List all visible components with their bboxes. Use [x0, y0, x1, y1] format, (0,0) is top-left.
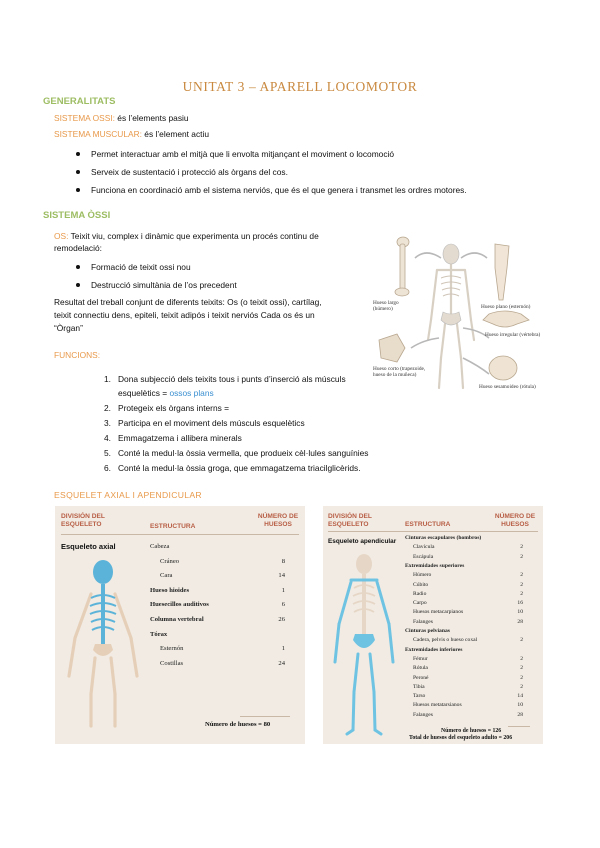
ossos-plans-link[interactable]: ossos plans	[169, 388, 214, 398]
axial-skeleton-table	[55, 506, 305, 744]
list-item: Serveix de sustentació i protecció als òrgans del cos.	[76, 167, 288, 177]
os-label: OS:	[54, 231, 69, 241]
label-hueso-largo: Hueso largo (húmero)	[373, 300, 399, 312]
table-row-value: 2	[520, 590, 523, 597]
table-row-label: Rótula	[413, 665, 428, 672]
bone-types-figure	[371, 228, 541, 399]
header-divider	[61, 534, 299, 535]
table-row-value: 1	[281, 645, 285, 653]
table-row-label: Falanges	[413, 618, 433, 625]
sistema-ossi-text: és l’elements pasiu	[114, 113, 189, 123]
table-row-value: 16	[517, 600, 523, 607]
table-row-label: Cadera, pelvis o hueso coxal	[413, 637, 478, 644]
table-row-label: Columna vertebral	[150, 616, 204, 623]
list-item: Permet interactuar amb el mitjà que li envolta mitjançant el moviment o locomoció	[76, 149, 394, 159]
appendicular-total: Número de huesos = 126	[441, 728, 502, 734]
table-row-value: 2	[520, 572, 523, 579]
table-row-label: Extremidades superiores	[405, 562, 465, 569]
list-item: esquelètics = ossos plans	[118, 388, 214, 398]
header-numero: NÚMERO DE HUESOS	[494, 513, 536, 528]
sistema-ossi-line	[54, 113, 189, 124]
table-row-value: 1	[281, 586, 285, 594]
total-divider	[508, 726, 530, 727]
list-item: 4. Emmagatzema i allibera minerals	[104, 433, 242, 443]
table-row-value: 8	[281, 557, 285, 565]
header-division: DIVISIÓN DEL ESQUELETO	[328, 513, 372, 528]
list-item: 2. Protegeix els òrgans interns =	[104, 403, 230, 413]
header-divider	[328, 531, 538, 532]
table-row-value: 6	[281, 601, 285, 609]
table-row-value: 2	[520, 581, 523, 588]
label-hueso-corto: Hueso corto (trapezoide, hueso de la muñeca)	[373, 366, 426, 378]
table-row-label: Fémur	[413, 655, 428, 662]
table-row-label: Extremidades inferiores	[405, 646, 463, 653]
table-row-value: 14	[517, 693, 523, 700]
table-row-label: Cúbito	[413, 581, 429, 588]
axial-total: Número de huesos = 80	[205, 721, 271, 728]
table-row-value: 10	[517, 702, 523, 709]
result-line-1: Resultat del treball conjunt de diferents teixits: Os (o teixit ossi), cartílag,	[54, 297, 322, 307]
table-row-label: Cabeza	[150, 543, 170, 550]
label-hueso-sesamoideo: Hueso sesamoideo (rótula)	[479, 384, 536, 390]
table-row-label: Tibia	[413, 683, 425, 690]
table-row-value: 10	[517, 609, 523, 616]
funcions-heading: FUNCIONS:	[54, 350, 101, 360]
table-row-label: Radio	[413, 590, 427, 597]
table-row-value: 24	[278, 659, 285, 667]
label-hueso-plano: Hueso plano (esternón)	[481, 304, 531, 310]
list-item: 1. Dona subjecció dels teixits tous i punts d’inserció als músculs	[104, 374, 346, 384]
appendicular-skeleton-illustration	[329, 550, 399, 740]
table-row-label: Hueso hioides	[150, 586, 190, 594]
header-estructura: ESTRUCTURA	[405, 521, 451, 528]
table-row-label: Húmero	[413, 572, 432, 579]
table-row-label: Tarso	[413, 693, 426, 700]
sistema-ossi-heading: SISTEMA ÒSSI	[43, 210, 111, 221]
table-row-label: Falanges	[413, 711, 433, 718]
axial-skeleton-illustration	[61, 554, 145, 734]
table-row-label: Clavícula	[413, 544, 435, 551]
sistema-muscular-label: SISTEMA MUSCULAR:	[54, 129, 142, 139]
header-estructura: ESTRUCTURA	[150, 523, 196, 530]
result-line-3: “Òrgan”	[54, 323, 83, 333]
table-row-label: Huesos metatarsianos	[413, 702, 462, 709]
label-hueso-irregular: Hueso irregular (vértebra)	[485, 332, 541, 338]
generalitats-heading: GENERALITATS	[43, 96, 116, 107]
table-row-label: Cráneo	[160, 557, 180, 565]
table-row-value: 2	[520, 553, 523, 560]
total-divider	[240, 716, 290, 717]
table-row-label: Cinturas escapulares (hombros)	[405, 535, 482, 541]
esquelet-heading: ESQUELET AXIAL I APENDICULAR	[54, 490, 202, 500]
header-division: DIVISIÓN DEL ESQUELETO	[61, 513, 105, 528]
table-row-label: Costillas	[160, 659, 184, 667]
result-line-2: teixit connectiu dens, epiteli, teixit adipós i teixit nerviós Cada os és un	[54, 310, 315, 320]
os-text-line1: Teixit viu, complex i dinàmic que experimenta un procés continu de	[68, 231, 319, 241]
table-row-value: 2	[520, 637, 523, 644]
appendicular-skeleton-table	[323, 506, 543, 744]
table-row-value: 26	[278, 616, 285, 623]
table-row-value: 2	[520, 683, 523, 690]
list-item: 3. Participa en el moviment dels músculs esquelètics	[104, 418, 305, 428]
appendicular-name: Esqueleto apendicular	[328, 538, 397, 545]
table-row-label: Huesos metacarpianos	[413, 609, 464, 616]
table-row-value: 2	[520, 665, 523, 672]
table-row-label: Cara	[160, 572, 173, 580]
table-row-label: Cinturas pelvianas	[405, 628, 450, 634]
table-row-value: 28	[517, 711, 523, 718]
list-item: Formació de teixit ossi nou	[76, 262, 191, 272]
table-row-value: 14	[278, 572, 285, 580]
page-title: UNITAT 3 – APARELL LOCOMOTOR	[182, 79, 418, 94]
table-row-label: Carpo	[413, 600, 427, 607]
os-definition	[54, 231, 319, 242]
list-item: 5. Conté la medul·la òssia vermella, que produeix cèl·lules sanguínies	[104, 448, 369, 458]
table-row-label: Tórax	[150, 630, 168, 638]
table-row-value: 28	[517, 618, 523, 625]
table-row-value: 2	[520, 544, 523, 551]
header-numero: NÚMERO DE HUESOS	[257, 513, 299, 528]
axial-name: Esqueleto axial	[61, 542, 116, 551]
table-row-label: Peroné	[413, 674, 429, 681]
table-row-label: Escápula	[413, 553, 434, 560]
sistema-ossi-label: SISTEMA OSSI:	[54, 113, 115, 123]
skeleton-total: Total de huesos del esqueleto adulto = 206	[409, 735, 513, 741]
sistema-muscular-text: és l’element actiu	[141, 129, 209, 139]
os-text-line2: remodelació:	[54, 243, 102, 253]
table-row-value: 2	[520, 674, 523, 681]
table-row-value: 2	[520, 655, 523, 662]
sistema-muscular-line	[54, 129, 209, 140]
table-row-label: Huesecillos auditivos	[150, 601, 209, 609]
list-item: Funciona en coordinació amb el sistema nerviós, que és el que genera i transmet les ordres motores.	[76, 185, 467, 195]
list-item: Destrucció simultània de l’os precedent	[76, 280, 237, 290]
table-row-label: Esternón	[160, 645, 184, 653]
list-item: 6. Conté la medul·la òssia groga, que emmagatzema triacilglicèrids.	[104, 463, 361, 473]
